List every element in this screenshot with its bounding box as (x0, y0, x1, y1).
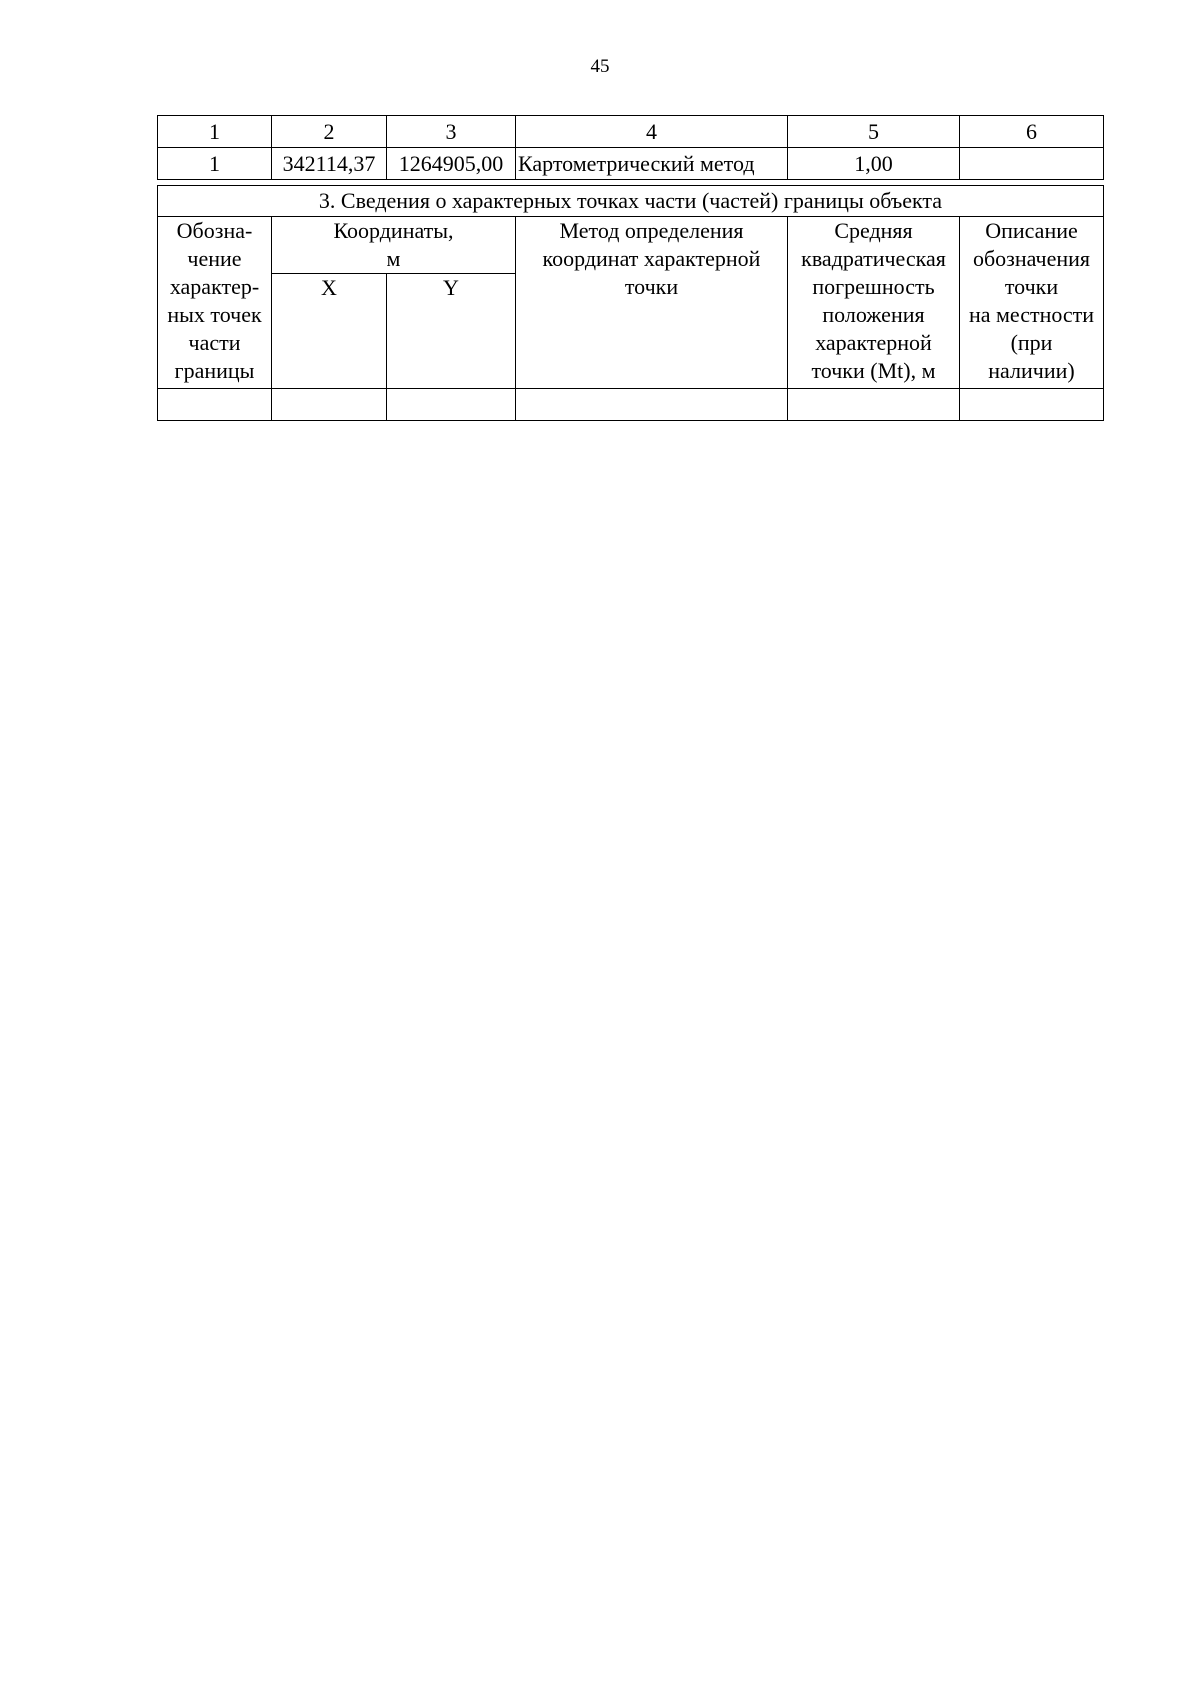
page-number: 45 (590, 56, 610, 77)
column-number-4: 4 (516, 116, 788, 148)
description-header: Описание обозначения точки на местности (при наличии) (960, 217, 1104, 389)
y-coordinate-cell: 1264905,00 (387, 148, 516, 180)
empty-cell (788, 389, 960, 421)
column-number-1: 1 (158, 116, 272, 148)
error-cell: 1,00 (788, 148, 960, 180)
point-number-cell: 1 (158, 148, 272, 180)
column-number-2: 2 (272, 116, 387, 148)
column-number-3: 3 (387, 116, 516, 148)
table-row (158, 148, 1104, 180)
y-header: Y (387, 274, 516, 389)
x-coordinate-cell: 342114,37 (272, 148, 387, 180)
boundary-points-table (157, 185, 1104, 421)
method-header: Метод определения координат характерной точки (516, 217, 788, 389)
error-header: Средняя квадратическая погрешность положения характерной точки (Mt), м (788, 217, 960, 389)
column-number-5: 5 (788, 116, 960, 148)
table-row (158, 389, 1104, 421)
x-header: X (272, 274, 387, 389)
section-title: 3. Сведения о характерных точках части (частей) границы объекта (158, 186, 1104, 217)
column-number-6: 6 (960, 116, 1104, 148)
table-header-row (158, 116, 1104, 148)
empty-cell (387, 389, 516, 421)
empty-cell (158, 389, 272, 421)
empty-cell (516, 389, 788, 421)
coordinates-table (157, 115, 1104, 180)
description-cell (960, 148, 1104, 180)
method-cell: Картометрический метод (516, 148, 788, 180)
empty-cell (960, 389, 1104, 421)
point-designation-header: Обозна- чение характер- ных точек части границы (158, 217, 272, 389)
empty-cell (272, 389, 387, 421)
coordinates-header: Координаты, м (272, 217, 516, 274)
